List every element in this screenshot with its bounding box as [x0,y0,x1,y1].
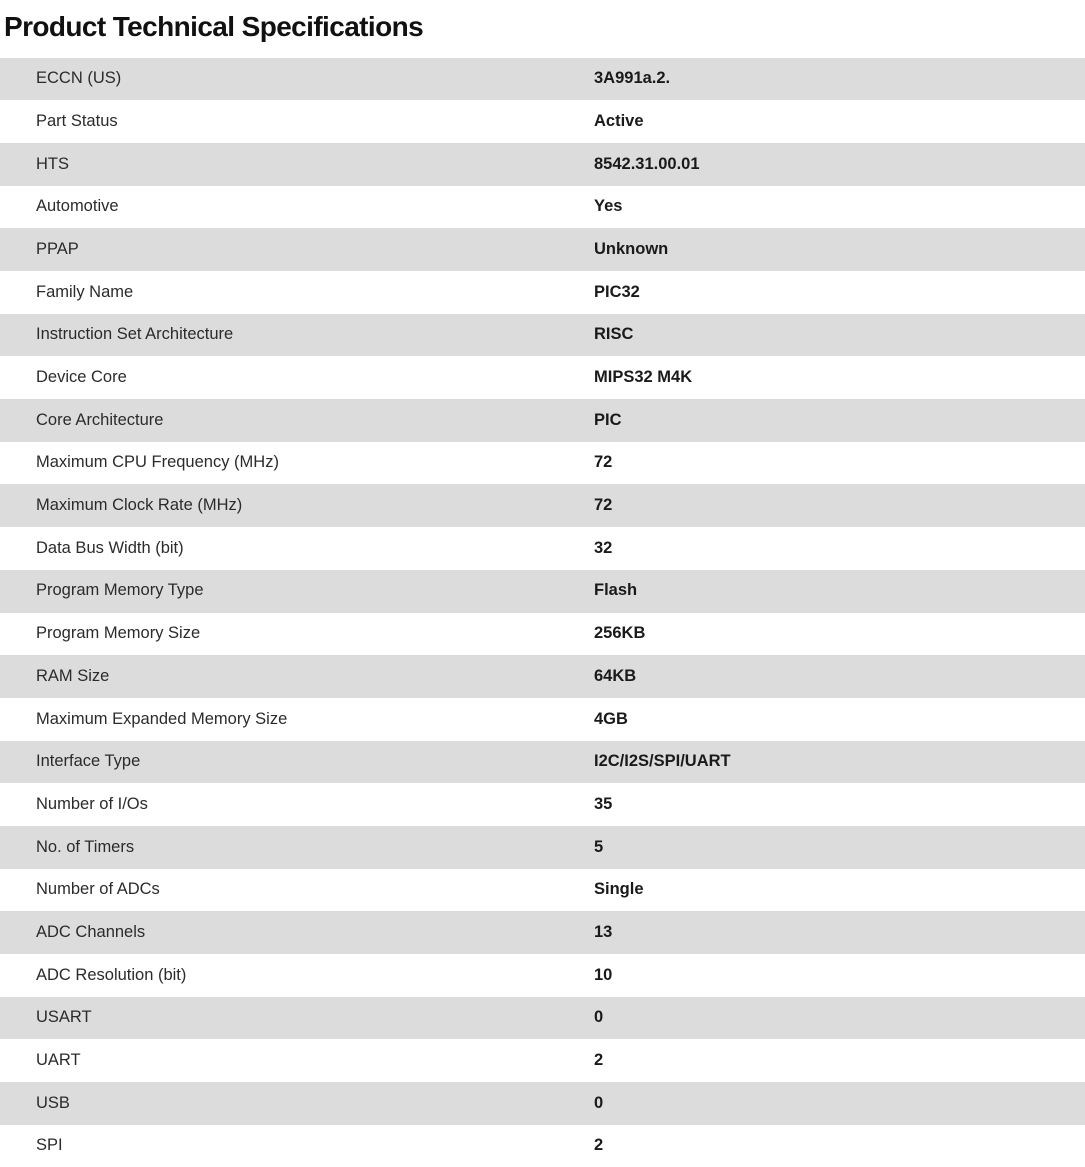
spec-label: Number of I/Os [36,794,148,813]
spec-label: Instruction Set Architecture [36,325,234,344]
table-row [0,570,1085,613]
spec-value: 64KB [594,666,637,685]
spec-value: 72 [594,453,613,472]
spec-label: UART [36,1051,81,1070]
table-row [0,527,1085,570]
spec-label: Number of ADCs [36,880,160,899]
spec-value: Unknown [594,239,669,258]
spec-value: 8542.31.00.01 [594,154,700,173]
table-row [0,698,1085,741]
spec-value: Flash [594,581,638,600]
table-row [0,314,1085,357]
table-row [0,143,1085,186]
table-row [0,869,1085,912]
spec-value: 256KB [594,624,646,643]
spec-value: RISC [594,325,634,344]
table-row [0,58,1085,101]
spec-value: PIC32 [594,282,640,301]
table-row [0,613,1085,656]
spec-table-body [0,58,1085,1167]
spec-label: Part Status [36,111,118,130]
table-row [0,442,1085,485]
spec-label: Interface Type [36,752,141,771]
spec-value: 3A991a.2. [594,69,671,88]
table-row [0,228,1085,271]
spec-label: Family Name [36,282,134,301]
spec-value: 72 [594,496,613,515]
spec-value: 13 [594,922,613,941]
spec-value: MIPS32 M4K [594,368,693,387]
table-row [0,1082,1085,1125]
spec-label: USB [36,1093,70,1112]
table-row [0,655,1085,698]
spec-value: Active [594,111,644,130]
table-row [0,271,1085,314]
technical-specifications-table [0,58,1085,1167]
spec-label: PPAP [36,239,79,258]
spec-value: 10 [594,965,613,984]
spec-label: Device Core [36,368,127,387]
spec-value: 0 [594,1008,604,1027]
table-row [0,783,1085,826]
spec-value: Single [594,880,644,899]
spec-label: Maximum CPU Frequency (MHz) [36,453,279,472]
spec-label: Maximum Clock Rate (MHz) [36,496,243,515]
table-row [0,954,1085,997]
table-row [0,100,1085,143]
spec-value: 0 [594,1093,604,1112]
spec-value: PIC [594,410,622,429]
spec-label: ADC Resolution (bit) [36,965,187,984]
table-row [0,911,1085,954]
page-title: Product Technical Specifications [4,11,424,42]
table-row [0,997,1085,1040]
table-row [0,1039,1085,1082]
spec-label: Core Architecture [36,410,164,429]
spec-value: 2 [594,1051,604,1070]
spec-label: Automotive [36,197,119,216]
table-row [0,356,1085,399]
table-row [0,399,1085,442]
spec-label: Program Memory Type [36,581,204,600]
table-row [0,741,1085,784]
spec-value: 32 [594,538,613,557]
spec-label: ECCN (US) [36,69,122,88]
spec-label: No. of Timers [36,837,135,856]
table-row [0,484,1085,527]
spec-value: 2 [594,1136,604,1155]
spec-value: 5 [594,837,604,856]
spec-label: ADC Channels [36,922,146,941]
spec-value: 35 [594,794,613,813]
spec-label: SPI [36,1136,63,1155]
table-row [0,1125,1085,1167]
spec-value: I2C/I2S/SPI/UART [594,752,731,771]
spec-label: Maximum Expanded Memory Size [36,709,288,728]
spec-label: USART [36,1008,92,1027]
table-row [0,826,1085,869]
spec-label: Program Memory Size [36,624,201,643]
spec-label: Data Bus Width (bit) [36,538,184,557]
spec-label: RAM Size [36,666,110,685]
spec-value: Yes [594,197,623,216]
table-row [0,186,1085,229]
spec-value: 4GB [594,709,628,728]
spec-label: HTS [36,154,69,173]
